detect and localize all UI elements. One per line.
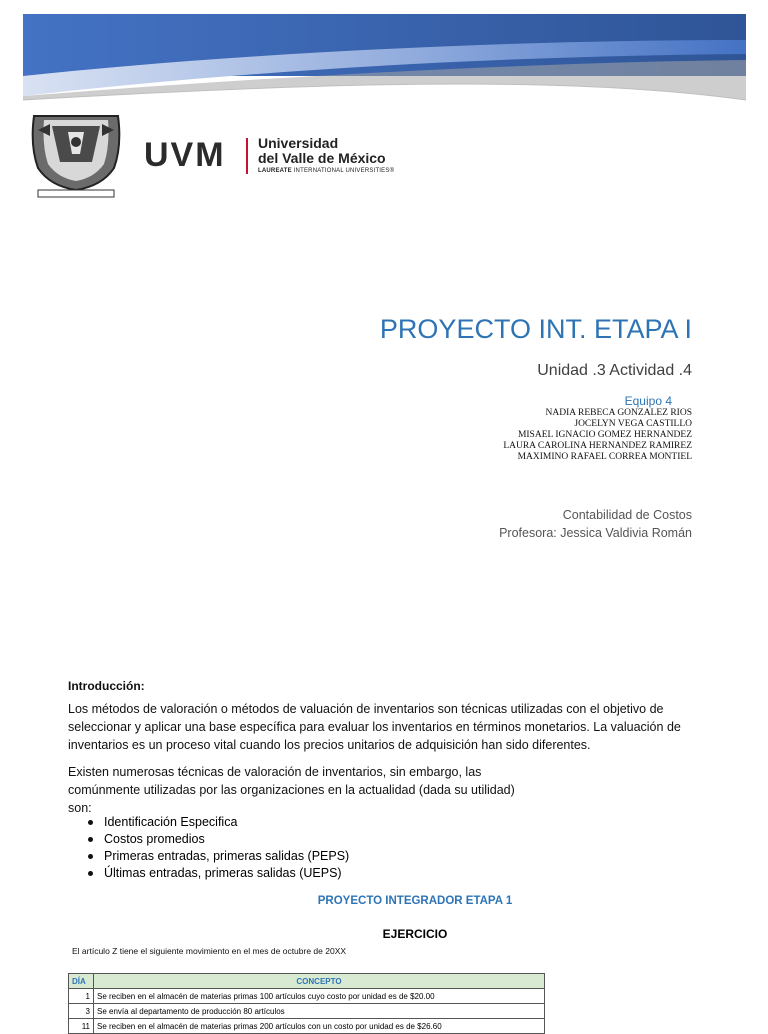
university-name-line2: del Valle de México <box>258 150 386 166</box>
team-member: MAXIMINO RAFAEL CORREA MONTIEL <box>517 452 692 462</box>
column-header-concept: CONCEPTO <box>94 974 545 989</box>
list-item-label: Últimas entradas, primeras salidas (UEPS) <box>104 866 342 880</box>
list-item <box>86 814 349 831</box>
bullet-icon <box>88 837 93 842</box>
exercise-description: El artículo Z tiene el siguiente movimiento en el mes de octubre de 20XX <box>72 946 347 956</box>
team-member: LAURA CAROLINA HERNANDEZ RAMIREZ <box>503 441 692 451</box>
laureate-tagline-bold: LAUREATE <box>258 168 292 174</box>
movements-table <box>68 973 545 1034</box>
list-item <box>86 831 349 848</box>
bullet-icon <box>88 820 93 825</box>
exercise-title: EJERCICIO <box>382 927 448 941</box>
team-member: JOCELYN VEGA CASTILLO <box>574 419 692 429</box>
course-name: Contabilidad de Costos <box>562 508 692 522</box>
table-cell-concept: Se reciben en el almacén de materias primas 200 artículos con un costo por unidad es de $26.60 <box>94 1019 545 1034</box>
list-item-label: Identificación Especifica <box>104 815 238 829</box>
university-name-line1: Universidad <box>258 135 339 151</box>
intro-heading: Introducción: <box>68 679 145 693</box>
table-row <box>69 1019 545 1034</box>
bullet-icon <box>88 854 93 859</box>
list-item-label: Costos promedios <box>104 832 205 846</box>
column-header-day: DÍA <box>69 974 94 989</box>
uvm-wordmark: UVM <box>144 136 226 174</box>
valuation-methods-list <box>86 814 349 882</box>
table-row <box>69 989 545 1004</box>
list-item <box>86 865 349 882</box>
laureate-tagline <box>258 168 394 174</box>
table-header-row <box>69 974 545 989</box>
table-row <box>69 1004 545 1019</box>
table-cell-day: 11 <box>69 1019 94 1034</box>
team-member: MISAEL IGNACIO GOMEZ HERNANDEZ <box>517 430 692 440</box>
uvm-crest-logo <box>20 106 132 198</box>
uvm-logo <box>144 136 404 180</box>
laureate-tagline-rest: INTERNATIONAL UNIVERSITIES® <box>291 168 395 174</box>
team-member: NADIA REBECA GONZALEZ RIOS <box>545 408 692 418</box>
document-subtitle: Unidad .3 Actividad .4 <box>537 362 692 379</box>
header-banner <box>0 0 768 110</box>
intro-paragraph: Los métodos de valoración o métodos de valuación de inventarios son técnicas utilizadas con el objetivo de seleccionar y aplicar una base específica para evaluar los inventarios en términos monetarios. La valuación de inventarios es un proceso vital cuando los precios unitarios de adquisición han sido diferentes. <box>68 702 681 752</box>
table-cell-concept: Se reciben en el almacén de materias primas 100 artículos cuyo costo por unidad es de $20.00 <box>94 989 545 1004</box>
university-name <box>258 136 386 166</box>
list-item-label: Primeras entradas, primeras salidas (PEPS) <box>104 849 350 863</box>
uvm-logo-divider <box>246 138 248 174</box>
teacher-name: Profesora: Jessica Valdivia Román <box>499 526 692 540</box>
bullet-icon <box>88 871 93 876</box>
table-cell-day: 3 <box>69 1004 94 1019</box>
table-cell-day: 1 <box>69 989 94 1004</box>
course-info <box>499 506 692 542</box>
team-members <box>503 408 692 463</box>
document-title: PROYECTO INT. ETAPA I <box>379 314 692 344</box>
list-item <box>86 848 349 865</box>
section-title: PROYECTO INTEGRADOR ETAPA 1 <box>317 895 513 907</box>
intro-paragraph: Existen numerosas técnicas de valoración de inventarios, sin embargo, las comúnmente utilizadas por las organizaciones en la actualidad (dada su utilidad) son: <box>68 765 515 815</box>
table-cell-concept: Se envía al departamento de producción 80 artículos <box>94 1004 545 1019</box>
team-label: Equipo 4 <box>624 394 672 408</box>
